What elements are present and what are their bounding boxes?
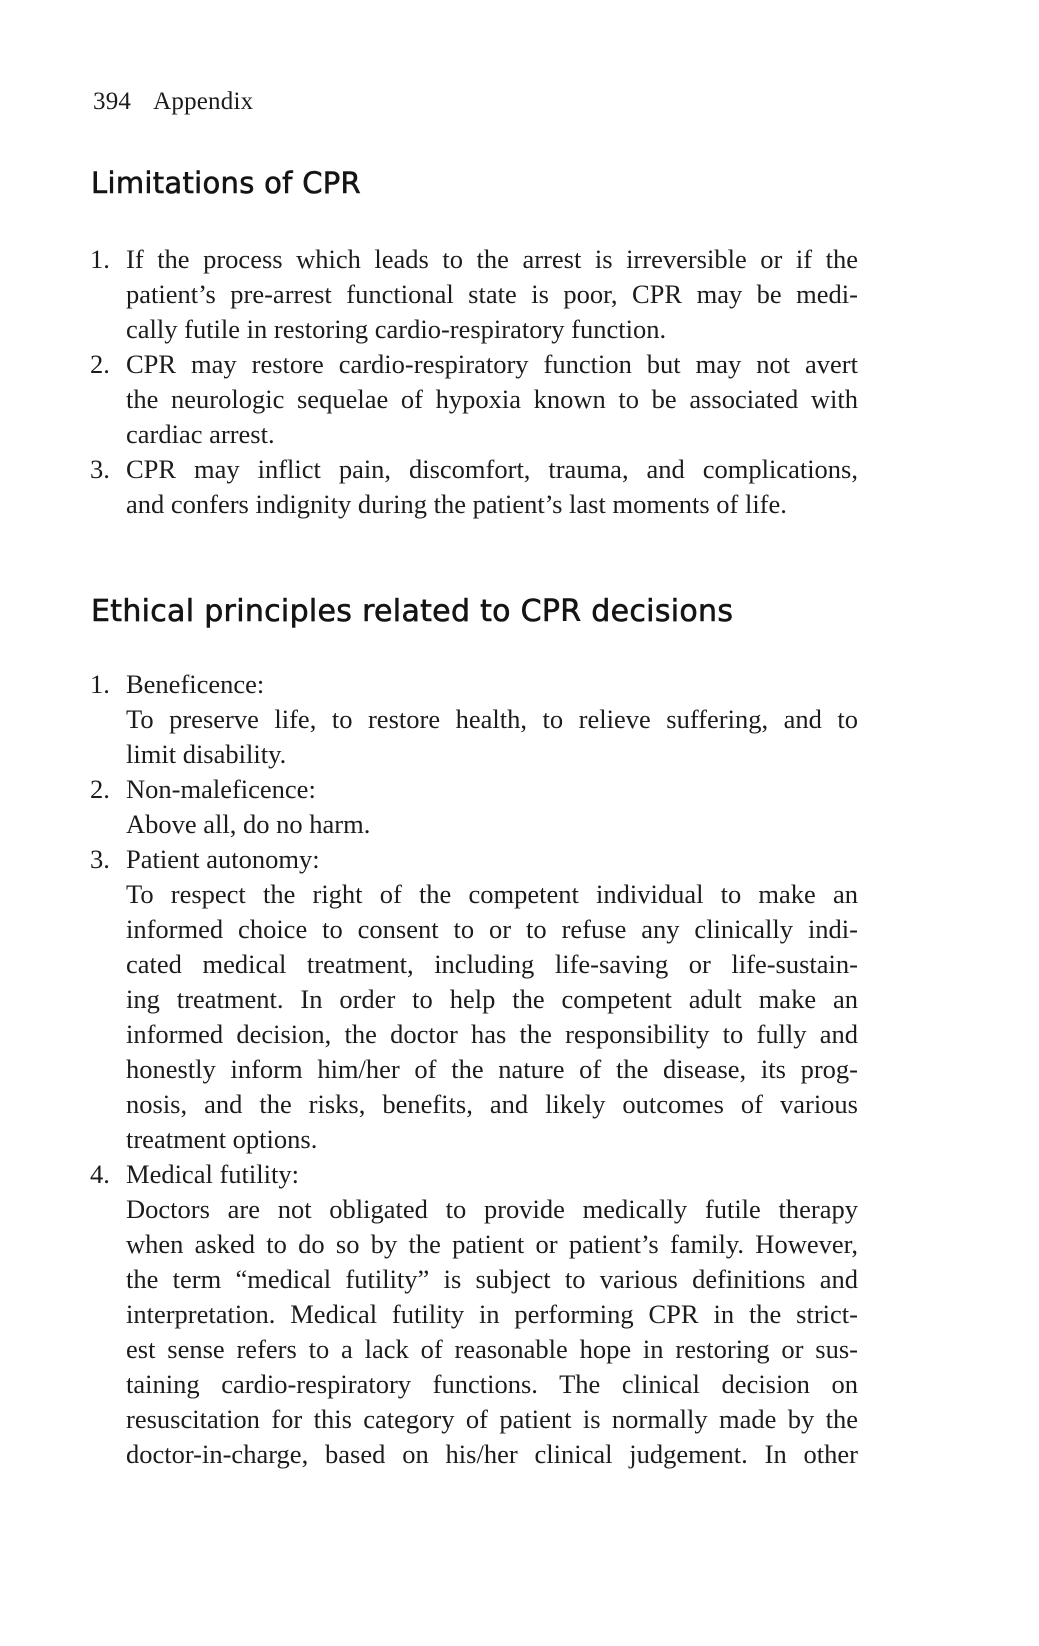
list-item xyxy=(80,772,858,842)
text-line: resuscitation for this category of patient is normally made by the xyxy=(126,1404,858,1434)
text-line: taining cardio-respiratory functions. The clinical decision on xyxy=(126,1369,858,1399)
text-line: interpretation. Medical futility in performing CPR in the strict- xyxy=(126,1299,858,1329)
text-line: and confers indignity during the patient’s last moments of life. xyxy=(126,489,787,519)
principle-title: Beneficence: xyxy=(126,669,265,699)
text-line: nosis, and the risks, benefits, and likely outcomes of various xyxy=(126,1089,858,1119)
item-number: 1. xyxy=(90,244,110,274)
principle-title: Medical futility: xyxy=(126,1159,299,1189)
principle-title: Patient autonomy: xyxy=(126,844,320,874)
list-item xyxy=(80,667,858,772)
list-item xyxy=(80,347,858,452)
list-item xyxy=(80,242,858,347)
page-number: 394 xyxy=(93,88,132,115)
principle-title: Non-maleficence: xyxy=(126,774,316,804)
limitations-list xyxy=(80,242,858,522)
text-line: informed decision, the doctor has the responsibility to fully and xyxy=(126,1019,858,1049)
text-line: honestly inform him/her of the nature of the disease, its prog- xyxy=(126,1054,858,1084)
text-line: when asked to do so by the patient or patient’s family. However, xyxy=(126,1229,858,1259)
item-number: 4. xyxy=(90,1159,110,1189)
list-item xyxy=(80,842,858,1157)
text-line: limit disability. xyxy=(126,739,287,769)
text-line: informed choice to consent to or to refuse any clinically indi- xyxy=(126,914,858,944)
running-head xyxy=(93,88,253,116)
text-line: cally futile in restoring cardio-respiratory function. xyxy=(126,314,667,344)
text-line: Above all, do no harm. xyxy=(126,809,371,839)
ethical-principles-list xyxy=(80,667,858,1472)
list-item xyxy=(80,1157,858,1472)
text-line: CPR may inflict pain, discomfort, trauma, and complications, xyxy=(126,454,858,484)
text-line: ing treatment. In order to help the competent adult make an xyxy=(126,984,858,1014)
text-line: cardiac arrest. xyxy=(126,419,275,449)
text-line: Doctors are not obligated to provide medically futile therapy xyxy=(126,1194,858,1224)
section-heading-ethical-principles: Ethical principles related to CPR decisions xyxy=(91,594,734,629)
text-line: To preserve life, to restore health, to relieve suffering, and to xyxy=(126,704,858,734)
text-line: If the process which leads to the arrest is irreversible or if the xyxy=(126,244,858,274)
section-heading-limitations: Limitations of CPR xyxy=(91,166,361,200)
text-line: est sense refers to a lack of reasonable hope in restoring or sus- xyxy=(126,1334,858,1364)
text-line: the term “medical futility” is subject to various definitions and xyxy=(126,1264,858,1294)
item-number: 1. xyxy=(90,669,110,699)
text-line: treatment options. xyxy=(126,1124,318,1154)
item-number: 2. xyxy=(90,349,110,379)
list-item xyxy=(80,452,858,522)
item-number: 3. xyxy=(90,844,110,874)
text-line: CPR may restore cardio-respiratory function but may not avert xyxy=(126,349,858,379)
text-line: the neurologic sequelae of hypoxia known to be associated with xyxy=(126,384,858,414)
item-number: 2. xyxy=(90,774,110,804)
item-number: 3. xyxy=(90,454,110,484)
text-line: patient’s pre-arrest functional state is poor, CPR may be medi- xyxy=(126,279,858,309)
text-line: To respect the right of the competent individual to make an xyxy=(126,879,858,909)
text-line: doctor-in-charge, based on his/her clinical judgement. In other xyxy=(126,1439,858,1469)
running-head-title: Appendix xyxy=(153,88,254,115)
text-line: cated medical treatment, including life-saving or life-sustain- xyxy=(126,949,858,979)
